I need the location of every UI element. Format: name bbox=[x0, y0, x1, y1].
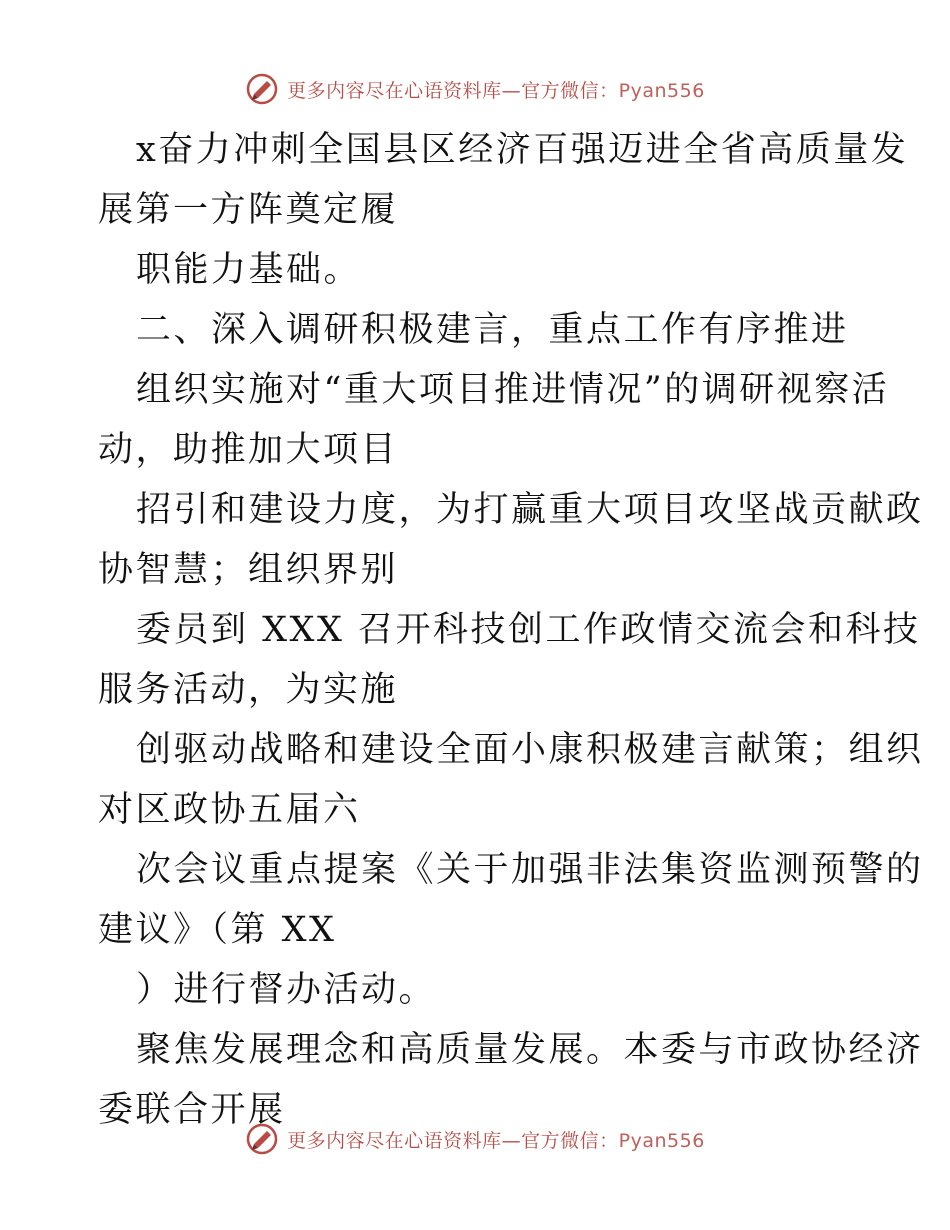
text-line: 招引和建设力度，为打赢重大项目攻坚战贡献政 bbox=[136, 490, 924, 530]
watermark-text bbox=[287, 1126, 705, 1153]
text-line: 协智慧；组织界别 bbox=[98, 550, 399, 590]
text-line: 展第一方阵奠定履 bbox=[98, 190, 399, 230]
text-line: 建议》（第 XX bbox=[98, 910, 337, 950]
watermark-wechat-id: Pyan556 bbox=[618, 79, 705, 102]
text-line: 创驱动战略和建设全面小康积极建言献策；组织 bbox=[136, 730, 924, 770]
text-line: 对区政协五届六 bbox=[98, 790, 361, 830]
watermark-footer bbox=[0, 1122, 950, 1156]
watermark-wechat-id: Pyan556 bbox=[618, 1129, 705, 1152]
text-line: 动，助推加大项目 bbox=[98, 430, 399, 470]
text-line: 委联合开展 bbox=[98, 1090, 286, 1130]
watermark-label: 更多内容尽在心语资料库—官方微信： bbox=[287, 1129, 619, 1152]
text-line: 服务活动，为实施 bbox=[98, 670, 399, 710]
text-line: ）进行督办活动。 bbox=[136, 970, 437, 1010]
section-heading: 二、深入调研积极建言，重点工作有序推进 bbox=[136, 310, 849, 350]
text-line: x奋力冲刺全国县区经济百强迈进全省高质量发 bbox=[136, 130, 909, 170]
text-line: 组织实施对“重大项目推进情况”的调研视察活 bbox=[136, 370, 890, 410]
watermark-label: 更多内容尽在心语资料库—官方微信： bbox=[287, 79, 619, 102]
text-line: 次会议重点提案《关于加强非法集资监测预警的 bbox=[136, 850, 924, 890]
document-body bbox=[98, 120, 924, 1140]
pen-logo-icon bbox=[245, 1122, 279, 1156]
watermark-text bbox=[287, 76, 705, 103]
text-line: 职能力基础。 bbox=[136, 250, 362, 290]
pen-logo-icon bbox=[245, 72, 279, 106]
watermark-header bbox=[0, 72, 950, 106]
text-line: 聚焦发展理念和高质量发展。本委与市政协经济 bbox=[136, 1030, 924, 1070]
text-line: 委员到 XXX 召开科技创工作政情交流会和科技 bbox=[136, 610, 921, 650]
